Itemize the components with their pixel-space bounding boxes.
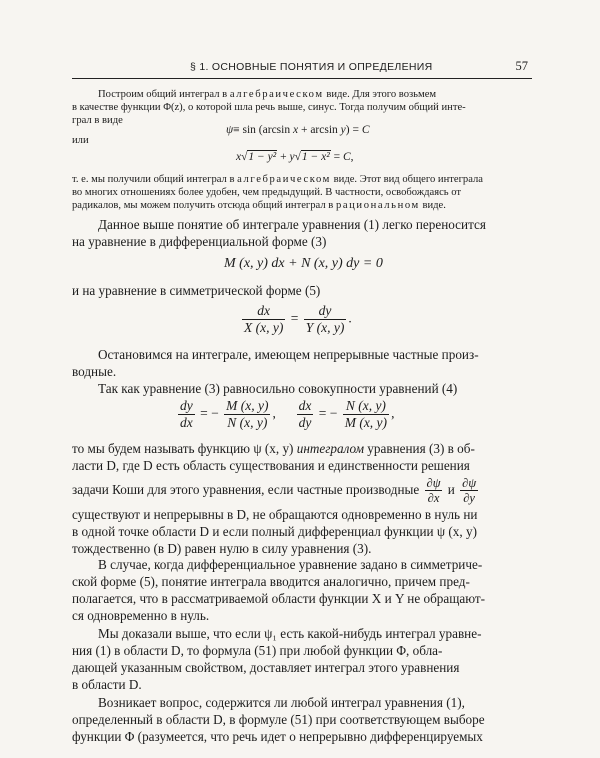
small-paragraph-1 bbox=[72, 88, 530, 127]
paragraph-10 bbox=[72, 694, 530, 745]
text-line: в одной точке области D и если полный дифференциал функции ψ (x, y) bbox=[72, 524, 477, 539]
text-line: полагается, что в рассматриваемой области функции X и Y не обращают- bbox=[72, 591, 486, 606]
fraction-dpsi-dy: $\frac{\partial\psi}{\partial y}$ bbox=[462, 476, 477, 506]
text-line: на уравнение в дифференциальной форме (3) bbox=[72, 234, 327, 249]
fraction: $\frac{N (x, y)}{M (x, y)}$ bbox=[344, 398, 388, 430]
text-line: ской форме (5), понятие интеграла вводится аналогично, причем пред- bbox=[72, 574, 470, 589]
paragraph-8 bbox=[72, 556, 530, 624]
section-title: § 1. ОСНОВНЫЕ ПОНЯТИЯ И ОПРЕДЕЛЕНИЯ bbox=[190, 61, 433, 73]
paragraph-9 bbox=[72, 625, 530, 693]
formula-algebraic-integral: x√1 − y² + y√1 − x² = C, bbox=[236, 151, 354, 163]
paragraph-7 bbox=[72, 440, 530, 557]
paragraph-5 bbox=[72, 346, 530, 380]
paragraph-4: и на уравнение в симметрической форме (5) bbox=[72, 283, 321, 298]
formula-differential-form: M (x, y) dx + N (x, y) dy = 0 bbox=[224, 256, 383, 271]
text-line: водные. bbox=[72, 364, 117, 379]
formula-system-4: $\frac{dy}{dx}$ = − $\frac{M (x, y)}{N (x, y)}$ , $\frac{dx}{dy}$ = − $\frac{N (x, y)}{M (x, y)}$ , bbox=[180, 398, 395, 430]
text-line: радикалов, мы можем получить отсюда общий интеграл в рациональном виде. bbox=[72, 200, 446, 211]
text-line: Так как уравнение (3) равносильно совокупности уравнений (4) bbox=[98, 381, 458, 396]
fraction: $\frac{dy}{dx}$ bbox=[180, 398, 193, 430]
text-line: Возникает вопрос, содержится ли любой интеграл уравнения (1), bbox=[98, 695, 465, 710]
formula-psi-sin: ψ≡ sin (arcsin x + arcsin y) = C bbox=[226, 124, 370, 136]
text-line: В случае, когда дифференциальное уравнение задано в симметриче- bbox=[98, 557, 483, 572]
fraction: $\frac{dy}{Y (x, y)}$ bbox=[305, 303, 345, 335]
text-line: существуют и непрерывны в D, не обращаются одновременно в нуль ни bbox=[72, 507, 478, 522]
text-line: ния (1) в области D, то формула (51) при любой функции Φ, обла- bbox=[72, 643, 443, 658]
text-line: Мы доказали выше, что если ψ₁ есть какой-нибудь интеграл уравне- bbox=[98, 626, 482, 641]
text-line: в качестве функции Φ(z), о которой шла речь выше, синус. Тогда получим общий инте- bbox=[72, 102, 466, 113]
fraction: $\frac{M (x, y)}{N (x, y)}$ bbox=[226, 398, 269, 430]
paragraph-6 bbox=[72, 380, 530, 397]
text-line: ся одновременно в нуль. bbox=[72, 608, 210, 623]
page-number: 57 bbox=[515, 59, 528, 73]
text-line: задачи Коши для этого уравнения, если частные производные $\frac{\partial\psi}{\partial x}$ и $\frac{\partial\psi}{\partial y}$ bbox=[72, 476, 477, 506]
text-line: грал в виде bbox=[72, 115, 123, 126]
text-line: Построим общий интеграл в алгебраическом виде. Для этого возьмем bbox=[98, 89, 437, 100]
text-line: тождественно (в D) равен нулю в силу уравнения (3). bbox=[72, 541, 372, 556]
fraction: $\frac{dx}{X (x, y)}$ bbox=[244, 303, 284, 335]
formula-symmetric-form: $\frac{dx}{X (x, y)}$ = $\frac{dy}{Y (x, y)}$ . bbox=[244, 303, 352, 335]
small-paragraph-2 bbox=[72, 173, 530, 212]
text-line: то мы будем называть функцию ψ (x, y) интегралом уравнения (3) в об- bbox=[72, 441, 475, 456]
fraction-dpsi-dx: $\frac{\partial\psi}{\partial x}$ bbox=[426, 476, 441, 506]
text-line: в области D. bbox=[72, 677, 142, 692]
text-line: Остановимся на интеграле, имеющем непрерывные частные произ- bbox=[98, 347, 479, 362]
fraction: $\frac{dx}{dy}$ bbox=[298, 398, 312, 430]
running-header bbox=[72, 58, 532, 79]
text-line: Данное выше понятие об интеграле уравнения (1) легко переносится bbox=[98, 217, 486, 232]
text-line: функции Φ (разумеется, что речь идет о непрерывно дифференцируемых bbox=[72, 729, 483, 744]
text-line: т. е. мы получили общий интеграл в алгебраическом виде. Этот вид общего интеграла bbox=[72, 174, 484, 185]
word-or: или bbox=[72, 135, 89, 146]
text-line: дающей указанным свойством, доставляет интеграл этого уравнения bbox=[72, 660, 460, 675]
text-line: определенный в области D, в формуле (51) при соответствующем выборе bbox=[72, 712, 485, 727]
paragraph-3 bbox=[72, 216, 530, 250]
text-line: ласти D, где D есть область существования и единственности решения bbox=[72, 458, 470, 473]
text-line: во многих отношениях более удобен, чем предыдущий. В частности, освобождаясь от bbox=[72, 187, 462, 198]
